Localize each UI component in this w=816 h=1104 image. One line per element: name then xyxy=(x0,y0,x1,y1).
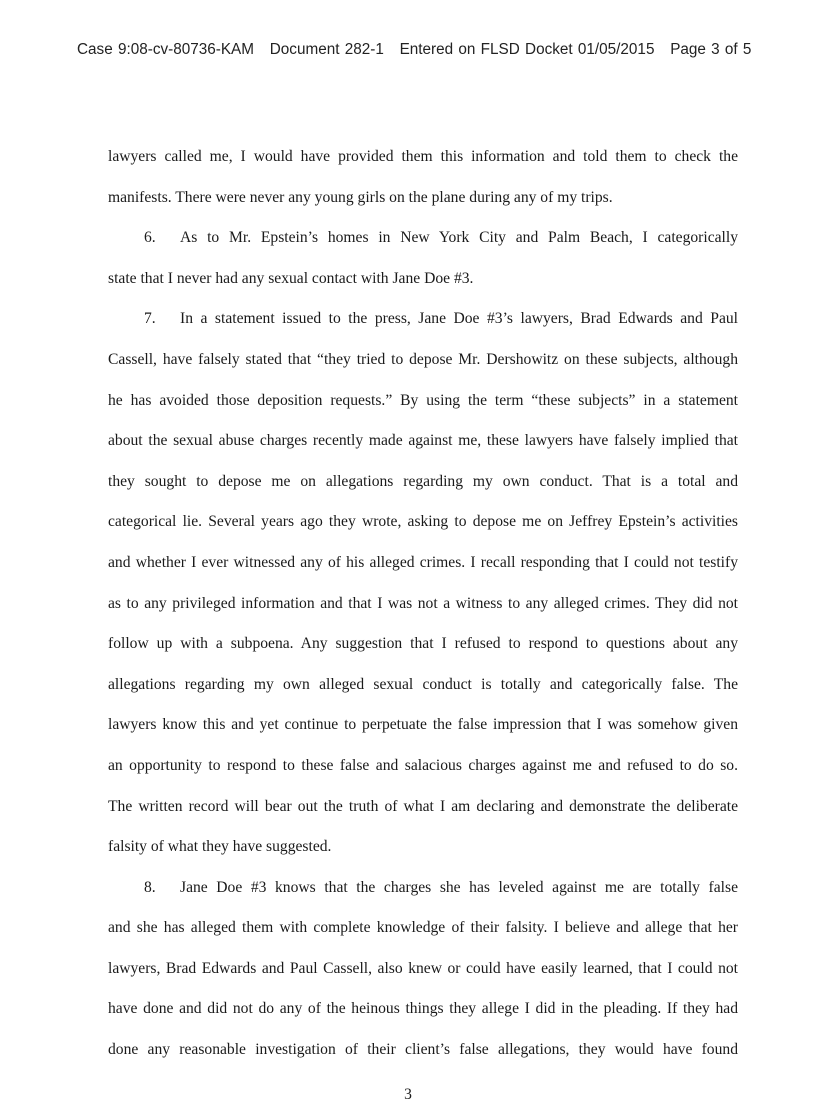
line-text: follow up with a subpoena. Any suggestion that I refused to respond to questions about any xyxy=(108,635,738,653)
line-text: categorical lie. Several years ago they wrote, asking to depose me on Jeffrey Epstein’s activities xyxy=(108,513,738,531)
paragraph-number: 6. xyxy=(144,229,156,247)
text-line xyxy=(108,755,738,777)
text-line xyxy=(108,146,738,168)
paragraph xyxy=(108,877,738,1061)
line-text: state that I never had any sexual contact with Jane Doe #3. xyxy=(108,269,474,287)
text-line xyxy=(108,674,738,696)
text-line xyxy=(108,187,738,209)
line-text: The written record will bear out the truth of what I am declaring and demonstrate the deliberate xyxy=(108,797,738,815)
text-line xyxy=(108,714,738,736)
text-line xyxy=(108,430,738,452)
text-line xyxy=(108,227,738,249)
line-text: allegations regarding my own alleged sexual conduct is totally and categorically false. The xyxy=(108,675,738,693)
text-line xyxy=(108,796,738,818)
text-line xyxy=(108,308,738,330)
line-text: about the sexual abuse charges recently made against me, these lawyers have falsely implied that xyxy=(108,432,738,450)
line-text: they sought to depose me on allegations regarding my own conduct. That is a total and xyxy=(108,472,738,490)
text-line xyxy=(108,268,738,290)
line-text: lawyers called me, I would have provided them this information and told them to check the xyxy=(108,148,738,165)
text-line xyxy=(108,1039,738,1061)
text-line xyxy=(108,471,738,493)
text-line xyxy=(108,998,738,1020)
line-text: Jane Doe #3 knows that the charges she has leveled against me are totally false xyxy=(180,878,738,896)
text-line xyxy=(108,593,738,615)
text-line xyxy=(108,552,738,574)
line-text: lawyers know this and yet continue to perpetuate the false impression that I was somehow given xyxy=(108,716,738,734)
line-text: have done and did not do any of the heinous things they allege I did in the pleading. If they had xyxy=(108,1000,738,1018)
paragraph xyxy=(108,308,738,858)
text-line xyxy=(108,349,738,371)
paragraph xyxy=(108,146,738,209)
docket-header: Case 9:08-cv-80736-KAM Document 282-1 Entered on FLSD Docket 01/05/2015 Page 3 of 5 xyxy=(77,41,752,58)
line-text: In a statement issued to the press, Jane Doe #3’s lawyers, Brad Edwards and Paul xyxy=(180,310,738,328)
line-text: and whether I ever witnessed any of his alleged crimes. I recall responding that I could not testify xyxy=(108,553,738,571)
document-body xyxy=(108,146,738,1080)
text-line xyxy=(108,958,738,980)
paragraph xyxy=(108,227,738,290)
paragraph-number: 7. xyxy=(144,310,156,328)
line-text: as to any privileged information and that I was not a witness to any alleged crimes. They did not xyxy=(108,594,738,612)
paragraph-number: 8. xyxy=(144,878,156,896)
text-line xyxy=(108,917,738,939)
text-line xyxy=(108,877,738,899)
line-text: falsity of what they have suggested. xyxy=(108,838,332,856)
text-line xyxy=(108,390,738,412)
line-text: and she has alleged them with complete knowledge of their falsity. I believe and allege that her xyxy=(108,919,738,937)
text-line xyxy=(108,511,738,533)
line-text: he has avoided those deposition requests.” By using the term “these subjects” in a statement xyxy=(108,391,738,409)
line-text: manifests. There were never any young girls on the plane during any of my trips. xyxy=(108,188,613,206)
text-line xyxy=(108,836,738,858)
page-number: 3 xyxy=(404,1086,412,1103)
line-text: As to Mr. Epstein’s homes in New York City and Palm Beach, I categorically xyxy=(180,229,738,247)
line-text: an opportunity to respond to these false and salacious charges against me and refused to do so. xyxy=(108,756,738,774)
line-text: Cassell, have falsely stated that “they tried to depose Mr. Dershowitz on these subjects, although xyxy=(108,350,738,368)
line-text: lawyers, Brad Edwards and Paul Cassell, also knew or could have easily learned, that I could not xyxy=(108,959,738,977)
text-line xyxy=(108,633,738,655)
line-text: done any reasonable investigation of their client’s false allegations, they would have found xyxy=(108,1041,738,1059)
